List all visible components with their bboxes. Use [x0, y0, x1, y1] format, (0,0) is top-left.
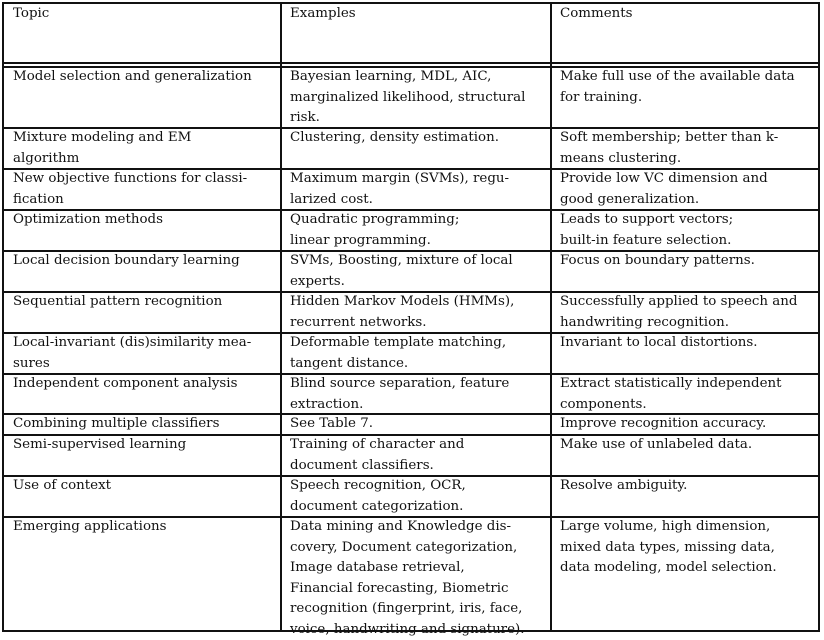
- cell-comments: Successfully applied to speech and handwriting recognition.: [560, 294, 798, 330]
- column-divider: [550, 4, 552, 630]
- cell-examples: Speech recognition, OCR, document categorization.: [290, 478, 466, 514]
- header-examples: Examples: [290, 6, 356, 21]
- cell-topic: Local-invariant (dis)similarity mea- sures: [13, 335, 252, 371]
- cell-comments: Resolve ambiguity.: [560, 478, 688, 493]
- cell-examples: Data mining and Knowledge dis- covery, Document categorization, Image database retrieval, Financial forecasting, Biometric recognition (fingerprint, iris, face, voice, handwriting and signature).: [290, 519, 525, 637]
- cell-topic: Use of context: [13, 478, 112, 493]
- cell-topic: Independent component analysis: [13, 376, 238, 391]
- cell-examples: Blind source separation, feature extraction.: [290, 376, 510, 412]
- row-divider: [4, 413, 818, 415]
- cell-comments: Make use of unlabeled data.: [560, 437, 753, 452]
- row-divider: [4, 250, 818, 252]
- cell-topic: Model selection and generalization: [13, 69, 252, 84]
- cell-comments: Large volume, high dimension, mixed data types, missing data, data modeling, model selection.: [560, 519, 777, 575]
- cell-comments: Leads to support vectors; built-in feature selection.: [560, 212, 734, 248]
- cell-examples: Maximum margin (SVMs), regu- larized cost.: [290, 171, 510, 207]
- row-divider: [4, 516, 818, 518]
- cell-comments: Focus on boundary patterns.: [560, 253, 755, 268]
- row-divider: [4, 475, 818, 477]
- cell-topic: Emerging applications: [13, 519, 167, 534]
- topics-table: [2, 2, 820, 637]
- cell-topic: Mixture modeling and EM algorithm: [13, 130, 192, 166]
- cell-comments: Improve recognition accuracy.: [560, 416, 767, 431]
- row-divider: [4, 127, 818, 129]
- cell-examples: Bayesian learning, MDL, AIC, marginalized likelihood, structural risk.: [290, 69, 526, 125]
- cell-comments: Extract statistically independent components.: [560, 376, 782, 412]
- cell-topic: New objective functions for classi- fication: [13, 171, 248, 207]
- row-divider: [4, 332, 818, 334]
- cell-comments: Soft membership; better than k- means clustering.: [560, 130, 779, 166]
- cell-examples: Quadratic programming; linear programming.: [290, 212, 460, 248]
- cell-topic: Local decision boundary learning: [13, 253, 240, 268]
- cell-examples: Training of character and document classifiers.: [290, 437, 465, 473]
- cell-topic: Sequential pattern recognition: [13, 294, 223, 309]
- cell-examples: See Table 7.: [290, 416, 373, 431]
- row-divider: [4, 373, 818, 375]
- header-comments: Comments: [560, 6, 633, 21]
- cell-examples: Clustering, density estimation.: [290, 130, 499, 145]
- cell-comments: Invariant to local distortions.: [560, 335, 758, 350]
- cell-examples: SVMs, Boosting, mixture of local experts.: [290, 253, 513, 289]
- row-divider: [4, 209, 818, 211]
- row-divider: [4, 168, 818, 170]
- cell-examples: Hidden Markov Models (HMMs), recurrent networks.: [290, 294, 515, 330]
- cell-topic: Optimization methods: [13, 212, 163, 227]
- cell-topic: Semi-supervised learning: [13, 437, 187, 452]
- cell-topic: Combining multiple classifiers: [13, 416, 220, 431]
- cell-comments: Provide low VC dimension and good generalization.: [560, 171, 768, 207]
- cell-examples: Deformable template matching, tangent distance.: [290, 335, 507, 371]
- row-divider: [4, 291, 818, 293]
- cell-comments: Make full use of the available data for training.: [560, 69, 795, 105]
- header-topic: Topic: [13, 6, 50, 21]
- row-divider: [4, 434, 818, 436]
- header-divider: [4, 62, 818, 64]
